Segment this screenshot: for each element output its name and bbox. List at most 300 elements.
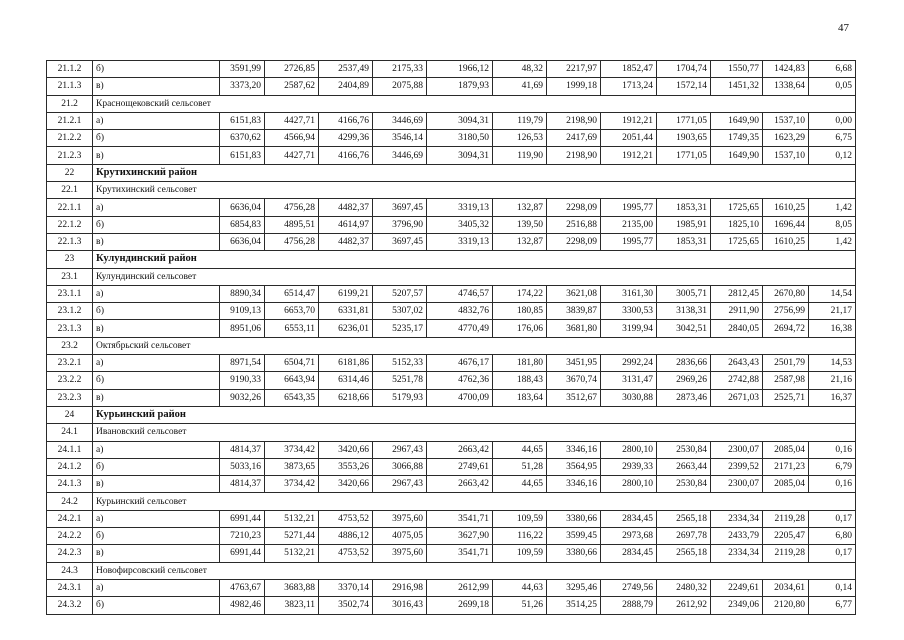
council-name: Краснощековский сельсовет [93,95,856,112]
value-cell: 3042,51 [657,320,711,337]
row-number: 22.1.3 [47,233,93,250]
row-number: 22.1 [47,182,93,199]
value-cell: 1704,74 [657,61,711,78]
value-cell: 2565,18 [657,545,711,562]
value-cell: 2051,44 [601,130,657,147]
value-cell: 2135,00 [601,216,657,233]
row-number: 23.1 [47,268,93,285]
value-cell: 6,80 [809,528,856,545]
value-cell: 2334,34 [711,545,763,562]
council-name: Кулундинский сельсовет [93,268,856,285]
page-number: 47 [838,22,849,34]
value-cell: 0,00 [809,112,856,129]
value-cell: 3670,74 [547,372,601,389]
variant-letter: а) [93,355,220,372]
council-name: Курьинский сельсовет [93,493,856,510]
tariff-table [46,60,856,615]
value-cell: 132,87 [493,199,547,216]
row-number: 24.1 [47,424,93,441]
value-cell: 2298,09 [547,199,601,216]
value-cell: 6504,71 [265,355,319,372]
value-cell: 16,38 [809,320,856,337]
value-cell: 5251,78 [373,372,427,389]
district-header-row [47,406,856,423]
value-cell: 2249,61 [711,579,763,596]
table-row [47,320,856,337]
row-number: 21.1.3 [47,78,93,95]
district-name: Курьинский район [93,406,856,423]
value-cell: 2800,10 [601,441,657,458]
value-cell: 1879,93 [427,78,493,95]
row-number: 24.1.2 [47,458,93,475]
variant-letter: а) [93,199,220,216]
value-cell: 6991,44 [220,510,265,527]
value-cell: 2749,61 [427,458,493,475]
table-row [47,61,856,78]
value-cell: 4482,37 [319,233,373,250]
value-cell: 3094,31 [427,112,493,129]
value-cell: 2085,04 [763,476,809,493]
value-cell: 1649,90 [711,112,763,129]
variant-letter: б) [93,303,220,320]
district-header-row [47,164,856,181]
row-number: 21.2.3 [47,147,93,164]
table-row [47,372,856,389]
row-number: 21.2 [47,95,93,112]
value-cell: 2643,43 [711,355,763,372]
variant-letter: б) [93,61,220,78]
value-cell: 2525,71 [763,389,809,406]
value-cell: 6218,66 [319,389,373,406]
value-cell: 3839,87 [547,303,601,320]
value-cell: 4700,09 [427,389,493,406]
variant-letter: а) [93,112,220,129]
table-row [47,233,856,250]
row-number: 24.1.1 [47,441,93,458]
value-cell: 1995,77 [601,199,657,216]
value-cell: 44,63 [493,579,547,596]
row-number: 23.2 [47,337,93,354]
value-cell: 2334,34 [711,510,763,527]
row-number: 21.2.1 [47,112,93,129]
value-cell: 132,87 [493,233,547,250]
value-cell: 2973,68 [601,528,657,545]
value-cell: 3627,90 [427,528,493,545]
value-cell: 2034,61 [763,579,809,596]
value-cell: 3512,67 [547,389,601,406]
value-cell: 2300,07 [711,476,763,493]
value-cell: 4753,52 [319,545,373,562]
value-cell: 4763,67 [220,579,265,596]
value-cell: 0,17 [809,545,856,562]
value-cell: 6236,01 [319,320,373,337]
row-number: 24.2.3 [47,545,93,562]
value-cell: 3697,45 [373,233,427,250]
value-cell: 1550,77 [711,61,763,78]
value-cell: 4762,36 [427,372,493,389]
row-number: 24.3 [47,562,93,579]
value-cell: 2726,85 [265,61,319,78]
value-cell: 3873,65 [265,458,319,475]
value-cell: 180,85 [493,303,547,320]
value-cell: 44,65 [493,476,547,493]
table-row [47,579,856,596]
value-cell: 2800,10 [601,476,657,493]
value-cell: 3370,14 [319,579,373,596]
table-row [47,458,856,475]
value-cell: 4756,28 [265,199,319,216]
district-name: Крутихинский район [93,164,856,181]
row-number: 23.1.3 [47,320,93,337]
table-row [47,303,856,320]
value-cell: 3975,60 [373,510,427,527]
value-cell: 6314,46 [319,372,373,389]
value-cell: 4299,36 [319,130,373,147]
value-cell: 119,90 [493,147,547,164]
value-cell: 6,79 [809,458,856,475]
variant-letter: в) [93,147,220,164]
value-cell: 174,22 [493,285,547,302]
value-cell: 2670,80 [763,285,809,302]
value-cell: 9109,13 [220,303,265,320]
value-cell: 2433,79 [711,528,763,545]
value-cell: 4753,52 [319,510,373,527]
value-cell: 44,65 [493,441,547,458]
value-cell: 2537,49 [319,61,373,78]
value-cell: 8,05 [809,216,856,233]
table-row [47,112,856,129]
table-body [47,61,856,615]
value-cell: 126,53 [493,130,547,147]
value-cell: 5207,57 [373,285,427,302]
value-cell: 3697,45 [373,199,427,216]
value-cell: 4676,17 [427,355,493,372]
value-cell: 6,68 [809,61,856,78]
value-cell: 139,50 [493,216,547,233]
value-cell: 2516,88 [547,216,601,233]
variant-letter: а) [93,441,220,458]
value-cell: 0,12 [809,147,856,164]
value-cell: 5152,33 [373,355,427,372]
row-number: 24.2.1 [47,510,93,527]
value-cell: 6151,83 [220,147,265,164]
value-cell: 2663,44 [657,458,711,475]
value-cell: 1424,83 [763,61,809,78]
table-row [47,355,856,372]
district-name: Кулундинский район [93,251,856,268]
value-cell: 4756,28 [265,233,319,250]
value-cell: 3599,45 [547,528,601,545]
value-cell: 2967,43 [373,441,427,458]
variant-letter: б) [93,458,220,475]
value-cell: 2298,09 [547,233,601,250]
value-cell: 2530,84 [657,476,711,493]
value-cell: 2120,80 [763,597,809,614]
variant-letter: в) [93,389,220,406]
council-name: Новофирсовский сельсовет [93,562,856,579]
value-cell: 1696,44 [763,216,809,233]
council-header-row [47,424,856,441]
value-cell: 2349,06 [711,597,763,614]
value-cell: 6636,04 [220,233,265,250]
table-row [47,389,856,406]
value-cell: 6,77 [809,597,856,614]
value-cell: 109,59 [493,510,547,527]
value-cell: 4566,94 [265,130,319,147]
table-row [47,510,856,527]
council-header-row [47,493,856,510]
value-cell: 51,26 [493,597,547,614]
value-cell: 6991,44 [220,545,265,562]
table-row [47,199,856,216]
value-cell: 3005,71 [657,285,711,302]
variant-letter: б) [93,372,220,389]
value-cell: 3094,31 [427,147,493,164]
row-number: 23.2.2 [47,372,93,389]
value-cell: 3138,31 [657,303,711,320]
value-cell: 3161,30 [601,285,657,302]
value-cell: 8951,06 [220,320,265,337]
row-number: 23.1.1 [47,285,93,302]
value-cell: 176,06 [493,320,547,337]
row-number: 21.2.2 [47,130,93,147]
value-cell: 2749,56 [601,579,657,596]
variant-letter: б) [93,528,220,545]
value-cell: 1623,29 [763,130,809,147]
value-cell: 2198,90 [547,112,601,129]
value-cell: 6653,70 [265,303,319,320]
value-cell: 181,80 [493,355,547,372]
value-cell: 3446,69 [373,112,427,129]
value-cell: 1572,14 [657,78,711,95]
value-cell: 3621,08 [547,285,601,302]
value-cell: 3553,26 [319,458,373,475]
value-cell: 3796,90 [373,216,427,233]
value-cell: 1912,21 [601,112,657,129]
value-cell: 2587,98 [763,372,809,389]
value-cell: 4427,71 [265,112,319,129]
row-number: 23.2.1 [47,355,93,372]
value-cell: 2911,90 [711,303,763,320]
value-cell: 2205,47 [763,528,809,545]
value-cell: 2834,45 [601,510,657,527]
value-cell: 1,42 [809,233,856,250]
value-cell: 6199,21 [319,285,373,302]
value-cell: 1825,10 [711,216,763,233]
value-cell: 3420,66 [319,441,373,458]
value-cell: 3514,25 [547,597,601,614]
row-number: 21.1.2 [47,61,93,78]
council-name: Ивановский сельсовет [93,424,856,441]
row-number: 23.1.2 [47,303,93,320]
value-cell: 14,53 [809,355,856,372]
value-cell: 3346,16 [547,476,601,493]
value-cell: 3975,60 [373,545,427,562]
value-cell: 4427,71 [265,147,319,164]
value-cell: 2300,07 [711,441,763,458]
table-row [47,130,856,147]
value-cell: 4746,57 [427,285,493,302]
value-cell: 0,16 [809,476,856,493]
value-cell: 3295,46 [547,579,601,596]
value-cell: 4832,76 [427,303,493,320]
variant-letter: в) [93,233,220,250]
value-cell: 2663,42 [427,441,493,458]
value-cell: 5271,44 [265,528,319,545]
value-cell: 183,64 [493,389,547,406]
value-cell: 21,17 [809,303,856,320]
value-cell: 1537,10 [763,147,809,164]
value-cell: 4770,49 [427,320,493,337]
value-cell: 2417,69 [547,130,601,147]
table-row [47,476,856,493]
value-cell: 2697,78 [657,528,711,545]
value-cell: 9190,33 [220,372,265,389]
value-cell: 2480,32 [657,579,711,596]
council-header-row [47,182,856,199]
table-row [47,78,856,95]
value-cell: 2663,42 [427,476,493,493]
value-cell: 0,16 [809,441,856,458]
value-cell: 2119,28 [763,545,809,562]
row-number: 24.2.2 [47,528,93,545]
row-number: 24.1.3 [47,476,93,493]
value-cell: 4166,76 [319,112,373,129]
value-cell: 2939,33 [601,458,657,475]
value-cell: 0,17 [809,510,856,527]
row-number: 23 [47,251,93,268]
value-cell: 1713,24 [601,78,657,95]
value-cell: 1771,05 [657,147,711,164]
row-number: 24.2 [47,493,93,510]
value-cell: 3380,66 [547,545,601,562]
value-cell: 5132,21 [265,510,319,527]
value-cell: 6370,62 [220,130,265,147]
value-cell: 3564,95 [547,458,601,475]
value-cell: 3373,20 [220,78,265,95]
council-header-row [47,337,856,354]
council-name: Октябрьский сельсовет [93,337,856,354]
value-cell: 2916,98 [373,579,427,596]
value-cell: 5132,21 [265,545,319,562]
value-cell: 3180,50 [427,130,493,147]
value-cell: 3683,88 [265,579,319,596]
value-cell: 2873,46 [657,389,711,406]
value-cell: 2836,66 [657,355,711,372]
value-cell: 2888,79 [601,597,657,614]
value-cell: 1995,77 [601,233,657,250]
value-cell: 51,28 [493,458,547,475]
row-number: 22.1.2 [47,216,93,233]
value-cell: 41,69 [493,78,547,95]
value-cell: 2840,05 [711,320,763,337]
value-cell: 3066,88 [373,458,427,475]
value-cell: 1649,90 [711,147,763,164]
value-cell: 2694,72 [763,320,809,337]
value-cell: 2699,18 [427,597,493,614]
row-number: 23.2.3 [47,389,93,406]
value-cell: 1725,65 [711,233,763,250]
value-cell: 3420,66 [319,476,373,493]
value-cell: 1610,25 [763,199,809,216]
row-number: 24.3.2 [47,597,93,614]
value-cell: 109,59 [493,545,547,562]
value-cell: 1451,32 [711,78,763,95]
value-cell: 2085,04 [763,441,809,458]
value-cell: 21,16 [809,372,856,389]
table-row [47,597,856,614]
table-row [47,285,856,302]
value-cell: 1749,35 [711,130,763,147]
value-cell: 3300,53 [601,303,657,320]
value-cell: 1852,47 [601,61,657,78]
value-cell: 2530,84 [657,441,711,458]
variant-letter: в) [93,320,220,337]
value-cell: 4166,76 [319,147,373,164]
value-cell: 4814,37 [220,476,265,493]
value-cell: 2217,97 [547,61,601,78]
value-cell: 1853,31 [657,233,711,250]
value-cell: 4614,97 [319,216,373,233]
value-cell: 9032,26 [220,389,265,406]
value-cell: 2565,18 [657,510,711,527]
value-cell: 3199,94 [601,320,657,337]
value-cell: 3380,66 [547,510,601,527]
value-cell: 2969,26 [657,372,711,389]
value-cell: 6636,04 [220,199,265,216]
value-cell: 0,05 [809,78,856,95]
value-cell: 2198,90 [547,147,601,164]
value-cell: 3016,43 [373,597,427,614]
value-cell: 2756,99 [763,303,809,320]
table-row [47,545,856,562]
value-cell: 2075,88 [373,78,427,95]
value-cell: 3734,42 [265,476,319,493]
value-cell: 3502,74 [319,597,373,614]
value-cell: 1903,65 [657,130,711,147]
variant-letter: б) [93,597,220,614]
value-cell: 3446,69 [373,147,427,164]
row-number: 22.1.1 [47,199,93,216]
variant-letter: в) [93,476,220,493]
value-cell: 1853,31 [657,199,711,216]
value-cell: 6331,81 [319,303,373,320]
value-cell: 2671,03 [711,389,763,406]
value-cell: 2171,23 [763,458,809,475]
value-cell: 1537,10 [763,112,809,129]
value-cell: 1725,65 [711,199,763,216]
value-cell: 6643,94 [265,372,319,389]
value-cell: 3734,42 [265,441,319,458]
value-cell: 1966,12 [427,61,493,78]
table-row [47,147,856,164]
value-cell: 48,32 [493,61,547,78]
value-cell: 3346,16 [547,441,601,458]
value-cell: 5307,02 [373,303,427,320]
value-cell: 3131,47 [601,372,657,389]
value-cell: 4814,37 [220,441,265,458]
value-cell: 3451,95 [547,355,601,372]
value-cell: 4982,46 [220,597,265,614]
value-cell: 5235,17 [373,320,427,337]
value-cell: 2175,33 [373,61,427,78]
value-cell: 188,43 [493,372,547,389]
value-cell: 4886,12 [319,528,373,545]
value-cell: 2119,28 [763,510,809,527]
variant-letter: а) [93,510,220,527]
council-header-row [47,95,856,112]
value-cell: 3823,11 [265,597,319,614]
